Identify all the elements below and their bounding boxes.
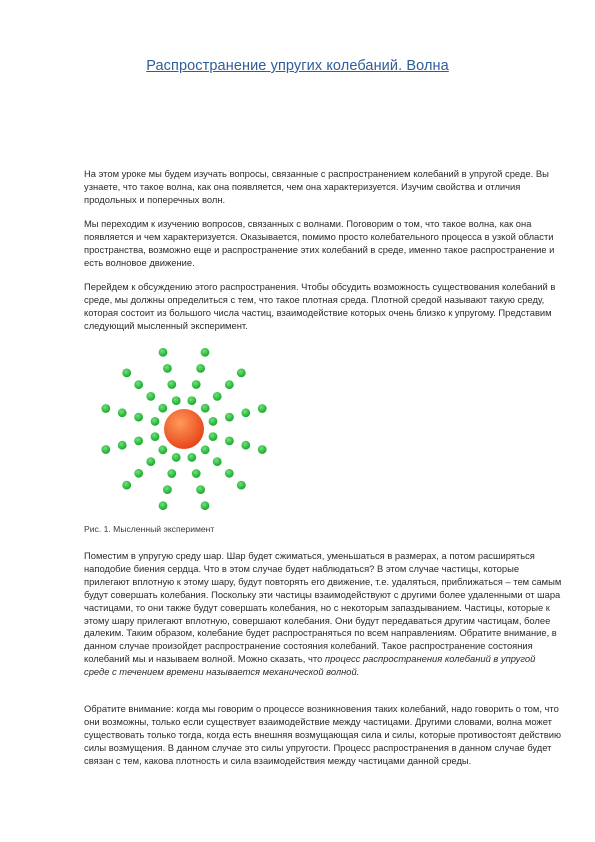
medium-particle xyxy=(192,380,201,389)
medium-particle xyxy=(163,364,172,373)
medium-particle xyxy=(122,481,131,490)
medium-particle xyxy=(134,437,143,446)
waves-paragraph: Мы переходим к изучению вопросов, связанных с волнами. Поговорим о том, что такое волна, как она появляется и чем характеризуется. Оказывается, помимо просто колебательного процесса в узкой области пространства, возможно еще и распространение этих колебаний в среде, именно такое распространение и есть волновое движение. xyxy=(84,218,555,268)
medium-particle xyxy=(172,396,181,405)
medium-particle xyxy=(209,432,218,441)
medium-particle xyxy=(158,404,167,413)
medium-particle xyxy=(237,481,246,490)
medium-particle xyxy=(118,441,127,450)
medium-particle xyxy=(167,380,176,389)
thought-experiment-figure xyxy=(84,345,284,515)
medium-particle xyxy=(225,380,234,389)
medium-particle xyxy=(187,453,196,462)
medium-particle xyxy=(192,469,201,478)
medium-particle xyxy=(172,453,181,462)
medium-particle xyxy=(201,404,210,413)
figure-caption: Рис. 1. Мысленный эксперимент xyxy=(84,524,215,534)
medium-particle xyxy=(146,392,155,401)
medium-particle xyxy=(237,369,246,378)
interaction-paragraph: Обратите внимание: когда мы говорим о процессе возникновения таких колебаний, надо говорить о том, что они возможны, только если существует взаимодействие между частицами. Другими словами, волна может существовать только тогда, когда есть внешняя возмущающая сила и силы, которые противостоят действию силы возмущения. В данном случае это силы упругости. Процесс распространения в данном случае будет связан с тем, какова плотность и сила взаимодействия между частицами данной среды. xyxy=(84,703,562,766)
medium-particle xyxy=(196,485,205,494)
medium-particle xyxy=(213,392,222,401)
medium-particle xyxy=(159,501,168,510)
medium-particle xyxy=(122,369,131,378)
wave-definition: процесс распространения колебаний в упругой среде с течением времени называется механической волной. xyxy=(84,653,536,678)
medium-particle xyxy=(209,417,218,426)
medium-particle xyxy=(167,469,176,478)
medium-particle xyxy=(159,348,168,357)
ball-particles-illustration xyxy=(84,345,284,515)
medium-particle xyxy=(146,457,155,466)
medium-particle xyxy=(134,413,143,422)
medium-particle xyxy=(118,408,127,417)
medium-particle xyxy=(258,445,267,454)
page-title[interactable]: Распространение упругих колебаний. Волна xyxy=(146,58,449,74)
medium-particle xyxy=(225,413,234,422)
intro-paragraph: На этом уроке мы будем изучать вопросы, связанные с распространением колебаний в упругой среде. Вы узнаете, что такое волна, как она появляется, чем она характеризуется. Изучим свойства и отличия продольных и поперечных волн. xyxy=(84,168,549,205)
medium-particle xyxy=(201,445,210,454)
medium-particle xyxy=(225,437,234,446)
medium-particle xyxy=(258,404,267,413)
experiment-paragraph xyxy=(84,550,562,679)
medium-particle xyxy=(196,364,205,373)
medium-particle xyxy=(187,396,196,405)
medium-paragraph: Перейдем к обсуждению этого распространения. Чтобы обсудить возможность существования колебаний в среде, мы должны определиться с тем, что такое плотная среда. Плотной средой называют такую среду, которая состоит из большого числа частиц, взаимодействие которых очень близко к упругому. Представим следующий мысленный эксперимент. xyxy=(84,281,556,331)
medium-particle xyxy=(213,457,222,466)
medium-particle xyxy=(163,485,172,494)
medium-particle xyxy=(151,417,160,426)
oscillating-ball xyxy=(164,409,204,449)
medium-particle xyxy=(241,441,250,450)
medium-particle xyxy=(201,501,210,510)
medium-particle xyxy=(225,469,234,478)
experiment-text: Поместим в упругую среду шар. Шар будет сжиматься, уменьшаться в размерах, а потом расширяться наподобие биения сердца. Что в этом случае будет наблюдаться? В этом случае частицы, которые прилегают вплотную к этому шару, будут повторять его движение, т.е. удаляться, приближаться – тем самым будут совершать колебания. Поскольку эти частицы взаимодействуют с другими более удаленными от шара частицами, то они также будут совершать колебания, но с некоторым запаздыванием. Частицы, которые к этому шару прилегают вплотную, совершают колебания. Они будут передаваться другим частицам, более далеким. Таким образом, колебание будет распространяться по всем направлениям. Обратите внимание, в данном случае произойдет распространение состояния колебаний. Такое распространение состояния колебаний мы и называем волной. Можно сказать, что xyxy=(84,550,562,665)
medium-particle xyxy=(134,469,143,478)
medium-particle xyxy=(101,445,110,454)
medium-particle xyxy=(134,380,143,389)
medium-particle xyxy=(201,348,210,357)
medium-particle xyxy=(151,432,160,441)
medium-particle xyxy=(158,445,167,454)
medium-particle xyxy=(241,408,250,417)
medium-particle xyxy=(101,404,110,413)
